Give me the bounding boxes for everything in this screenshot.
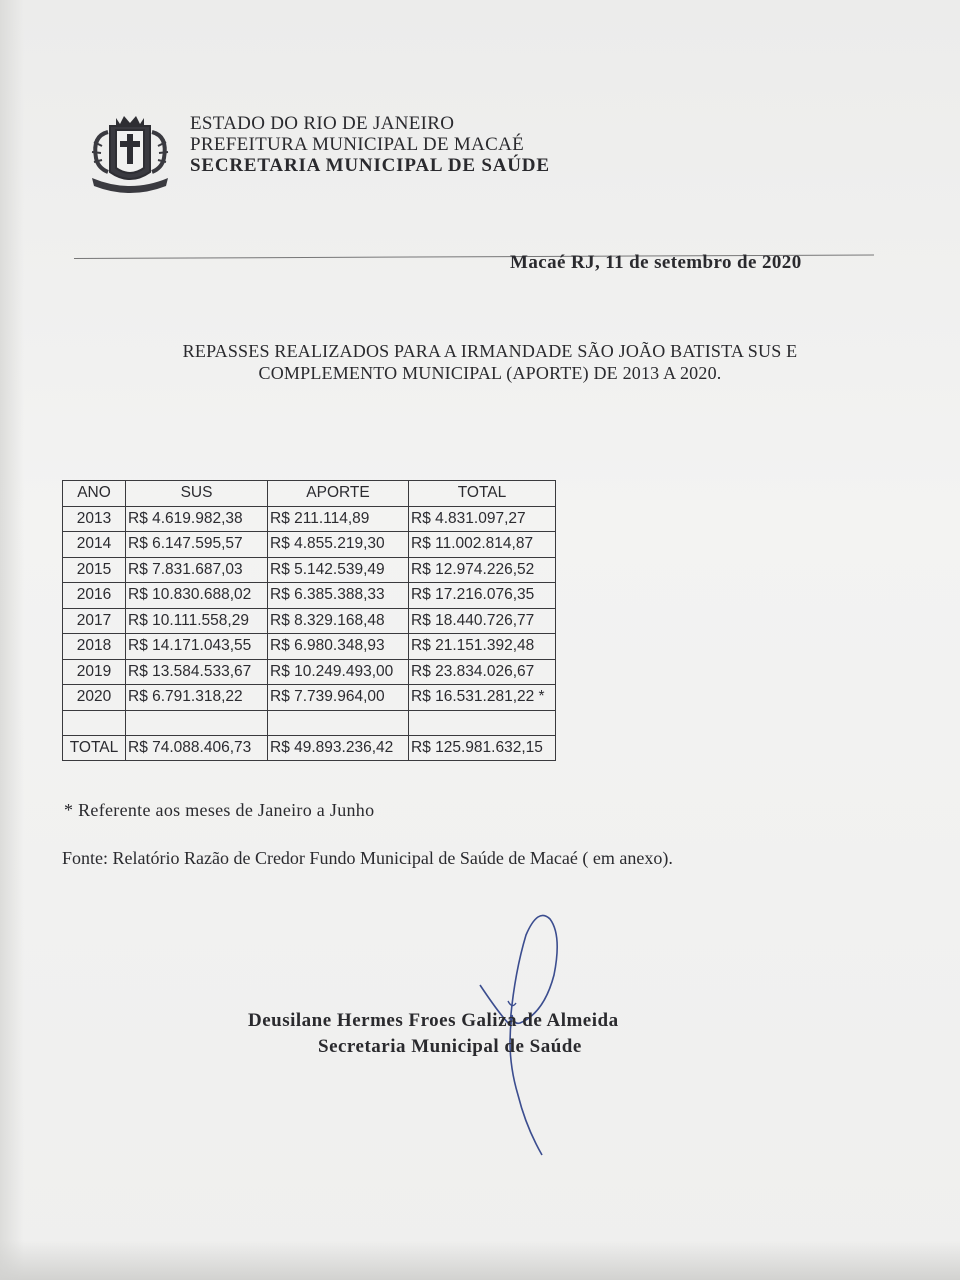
cell-total: R$ 11.002.814,87 <box>409 532 556 558</box>
cell-total: R$ 16.531.281,22 * <box>409 685 556 711</box>
cell-empty <box>63 710 126 735</box>
cell-total: R$ 23.834.026,67 <box>409 659 556 685</box>
signatory-role: Secretaria Municipal de Saúde <box>318 1036 582 1057</box>
table-blank-row <box>63 710 556 735</box>
table-header-row <box>63 481 556 507</box>
cell-empty <box>268 710 409 735</box>
municipal-crest-icon <box>86 112 174 194</box>
letterhead <box>190 113 550 176</box>
cell-aporte: R$ 6.980.348,93 <box>268 634 409 660</box>
table-row <box>63 583 556 609</box>
cell-grand-total: R$ 125.981.632,15 <box>409 735 556 761</box>
header-total: TOTAL <box>409 481 556 507</box>
document-title-line-2: COMPLEMENTO MUNICIPAL (APORTE) DE 2013 A 2020. <box>258 363 722 383</box>
cell-sus: R$ 4.619.982,38 <box>126 506 268 532</box>
document-title <box>120 340 860 384</box>
table-row <box>63 557 556 583</box>
cell-total: R$ 12.974.226,52 <box>409 557 556 583</box>
paper-shadow-bottom <box>0 1240 960 1280</box>
letterhead-prefecture: PREFEITURA MUNICIPAL DE MACAÉ <box>190 134 525 155</box>
source-note: Fonte: Relatório Razão de Credor Fundo Municipal de Saúde de Macaé ( em anexo). <box>62 848 673 868</box>
cell-sus: R$ 13.584.533,67 <box>126 659 268 685</box>
transfers-table <box>62 480 556 761</box>
signatory-name: Deusilane Hermes Froes Galiza de Almeida <box>248 1010 619 1031</box>
cell-aporte: R$ 8.329.168,48 <box>268 608 409 634</box>
cell-year: 2018 <box>63 634 126 660</box>
cell-sus: R$ 6.791.318,22 <box>126 685 268 711</box>
table-row <box>63 685 556 711</box>
cell-year: 2019 <box>63 659 126 685</box>
cell-total: R$ 17.216.076,35 <box>409 583 556 609</box>
cell-total: R$ 4.831.097,27 <box>409 506 556 532</box>
cell-sus: R$ 6.147.595,57 <box>126 532 268 558</box>
cell-year: 2015 <box>63 557 126 583</box>
table-row <box>63 608 556 634</box>
cell-total: R$ 21.151.392,48 <box>409 634 556 660</box>
cell-total: R$ 18.440.726,77 <box>409 608 556 634</box>
cell-aporte: R$ 5.142.539,49 <box>268 557 409 583</box>
cell-total-label: TOTAL <box>63 735 126 761</box>
table-row <box>63 506 556 532</box>
cell-year: 2016 <box>63 583 126 609</box>
cell-empty <box>126 710 268 735</box>
cell-year: 2013 <box>63 506 126 532</box>
cell-sus: R$ 7.831.687,03 <box>126 557 268 583</box>
table-total-row <box>63 735 556 761</box>
cell-total-aporte: R$ 49.893.236,42 <box>268 735 409 761</box>
cell-sus: R$ 10.111.558,29 <box>126 608 268 634</box>
document-date: Macaé RJ, 11 de setembro de 2020 <box>510 252 802 273</box>
paper-shadow <box>0 0 24 1280</box>
footnote: * Referente aos meses de Janeiro a Junho <box>64 800 375 820</box>
cell-aporte: R$ 10.249.493,00 <box>268 659 409 685</box>
cell-year: 2017 <box>63 608 126 634</box>
document-title-line-1: REPASSES REALIZADOS PARA A IRMANDADE SÃO JOÃO BATISTA SUS E <box>182 341 798 361</box>
cell-aporte: R$ 6.385.388,33 <box>268 583 409 609</box>
cell-total-sus: R$ 74.088.406,73 <box>126 735 268 761</box>
cell-year: 2014 <box>63 532 126 558</box>
table-row <box>63 659 556 685</box>
cell-aporte: R$ 4.855.219,30 <box>268 532 409 558</box>
cell-empty <box>409 710 556 735</box>
table-row <box>63 532 556 558</box>
header-sus: SUS <box>126 481 268 507</box>
letterhead-state: ESTADO DO RIO DE JANEIRO <box>190 113 455 134</box>
header-ano: ANO <box>63 481 126 507</box>
header-aporte: APORTE <box>268 481 409 507</box>
letterhead-secretariat: SECRETARIA MUNICIPAL DE SAÚDE <box>190 155 550 176</box>
cell-aporte: R$ 7.739.964,00 <box>268 685 409 711</box>
cell-sus: R$ 14.171.043,55 <box>126 634 268 660</box>
cell-year: 2020 <box>63 685 126 711</box>
table-row <box>63 634 556 660</box>
handwritten-signature <box>470 905 580 1165</box>
cell-aporte: R$ 211.114,89 <box>268 506 409 532</box>
cell-sus: R$ 10.830.688,02 <box>126 583 268 609</box>
